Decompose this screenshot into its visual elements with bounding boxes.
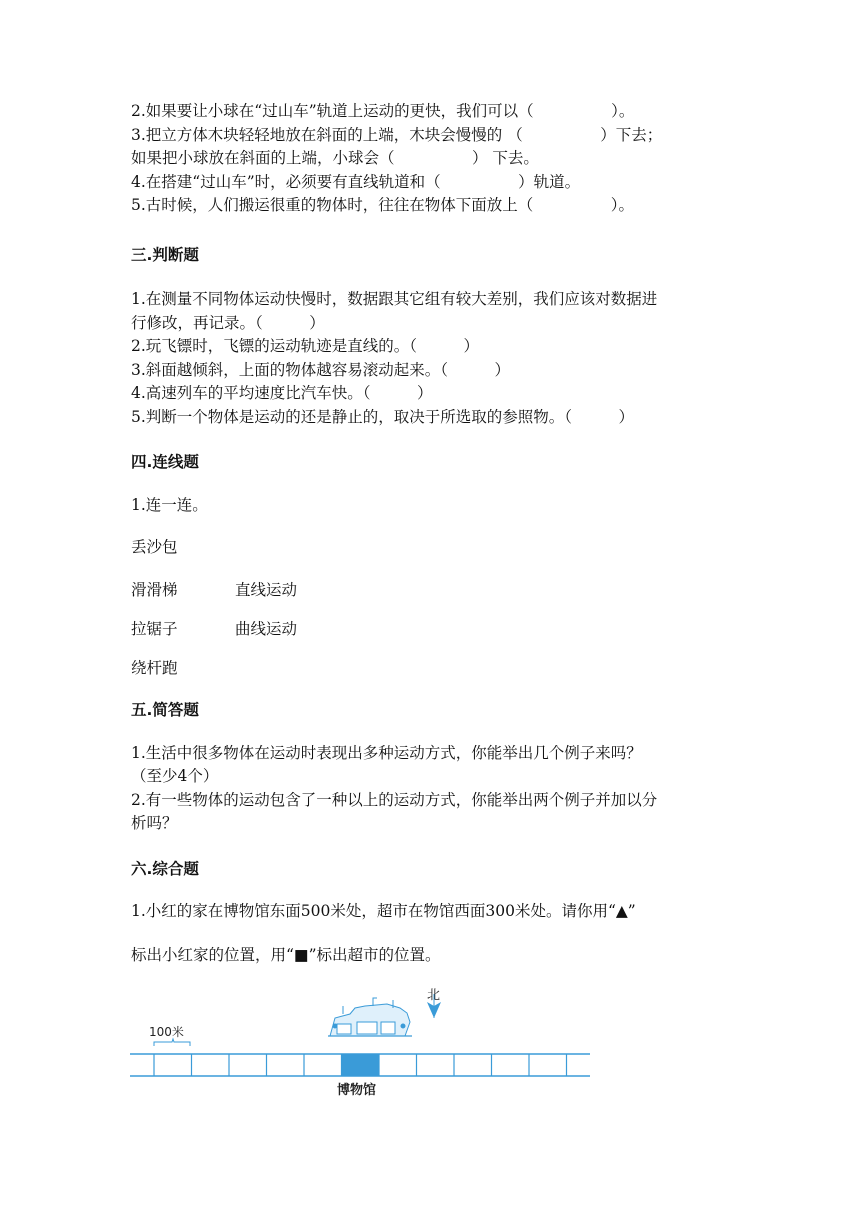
judge-item-1: 1.在测量不同物体运动快慢时，数据跟其它组有较大差别，我们应该对数据进 (131, 290, 658, 308)
scale-bracket (154, 1039, 190, 1046)
section-heading-judge: 三.判断题 (131, 245, 199, 264)
match-right-2: 曲线运动 (235, 619, 298, 638)
short-answer-item-2: 2.有一些物体的运动包含了一种以上的运动方式，你能举出两个例子并加以分 (131, 790, 658, 809)
museum-label: 博物馆 (337, 1083, 377, 1098)
map-figure (125, 978, 600, 1103)
section-heading-short-answer: 五.简答题 (131, 701, 199, 719)
judge-item-5: 5.判断一个物体是运动的还是静止的，取决于所选取的参照物。（ ） (131, 407, 635, 426)
match-left-1: 丢沙包 (131, 538, 178, 556)
judge-item-2: 2.玩飞镖时，飞镖的运动轨迹是直线的。（ ） (131, 337, 480, 355)
short-answer-item-1: 1.生活中很多物体在运动时表现出多种运动方式，你能举出几个例子来吗？ (131, 743, 642, 762)
match-left-4: 绕杆跑 (131, 658, 178, 677)
judge-item-3: 3.斜面越倾斜，上面的物体越容易滚动起来。（ ） (131, 360, 511, 379)
fill-blank-item-2: 2.如果要让小球在“过山车”轨道上运动的更快，我们可以（ ）。 (131, 102, 635, 120)
comprehensive-section (131, 900, 731, 967)
match-row-2 (131, 579, 731, 599)
scale-label: 100米 (149, 1025, 184, 1039)
worksheet (131, 100, 731, 967)
fill-blank-section (131, 100, 731, 218)
match-prompt: 1.连一连。 (131, 495, 208, 514)
north-label: 北 (427, 988, 441, 1003)
match-section (131, 494, 731, 681)
short-answer-item-1-cont: （至少4个） (131, 767, 219, 785)
section-heading-comprehensive: 六.综合题 (131, 859, 199, 878)
judge-item-4: 4.高速列车的平均速度比汽车快。（ ） (131, 384, 433, 402)
fill-blank-item-3-cont: 如果把小球放在斜面的上端，小球会（ ） 下去。 (131, 149, 539, 167)
comprehensive-item-1: 1.小红的家在博物馆东面500米处，超市在物馆西面300米处。请你用“▲” (131, 902, 636, 920)
museum-building-illustration (328, 998, 412, 1036)
judge-item-1-cont: 行修改，再记录。（ ） (131, 313, 325, 332)
fill-blank-item-4: 4.在搭建“过山车”时，必须要有直线轨道和（ ）轨道。 (131, 172, 581, 191)
short-answer-section (131, 742, 731, 836)
judge-section (131, 288, 731, 429)
fill-blank-item-5: 5.古时候，人们搬运很重的物体时，往往在物体下面放上（ ）。 (131, 196, 635, 214)
short-answer-item-2-cont: 析吗？ (131, 814, 178, 832)
match-row-3 (131, 618, 731, 638)
match-left-2: 滑滑梯 (131, 580, 178, 599)
match-left-3: 拉锯子 (131, 619, 178, 638)
road-segments (130, 1054, 600, 1076)
comprehensive-item-1-cont: 标出小红家的位置，用“■”标出超市的位置。 (131, 945, 441, 964)
section-heading-match: 四.连线题 (131, 453, 199, 471)
fill-blank-item-3: 3.把立方体木块轻轻地放在斜面的上端，木块会慢慢的 （ ）下去； (131, 125, 663, 144)
museum-segment (342, 1054, 380, 1076)
match-right-1: 直线运动 (235, 580, 298, 599)
